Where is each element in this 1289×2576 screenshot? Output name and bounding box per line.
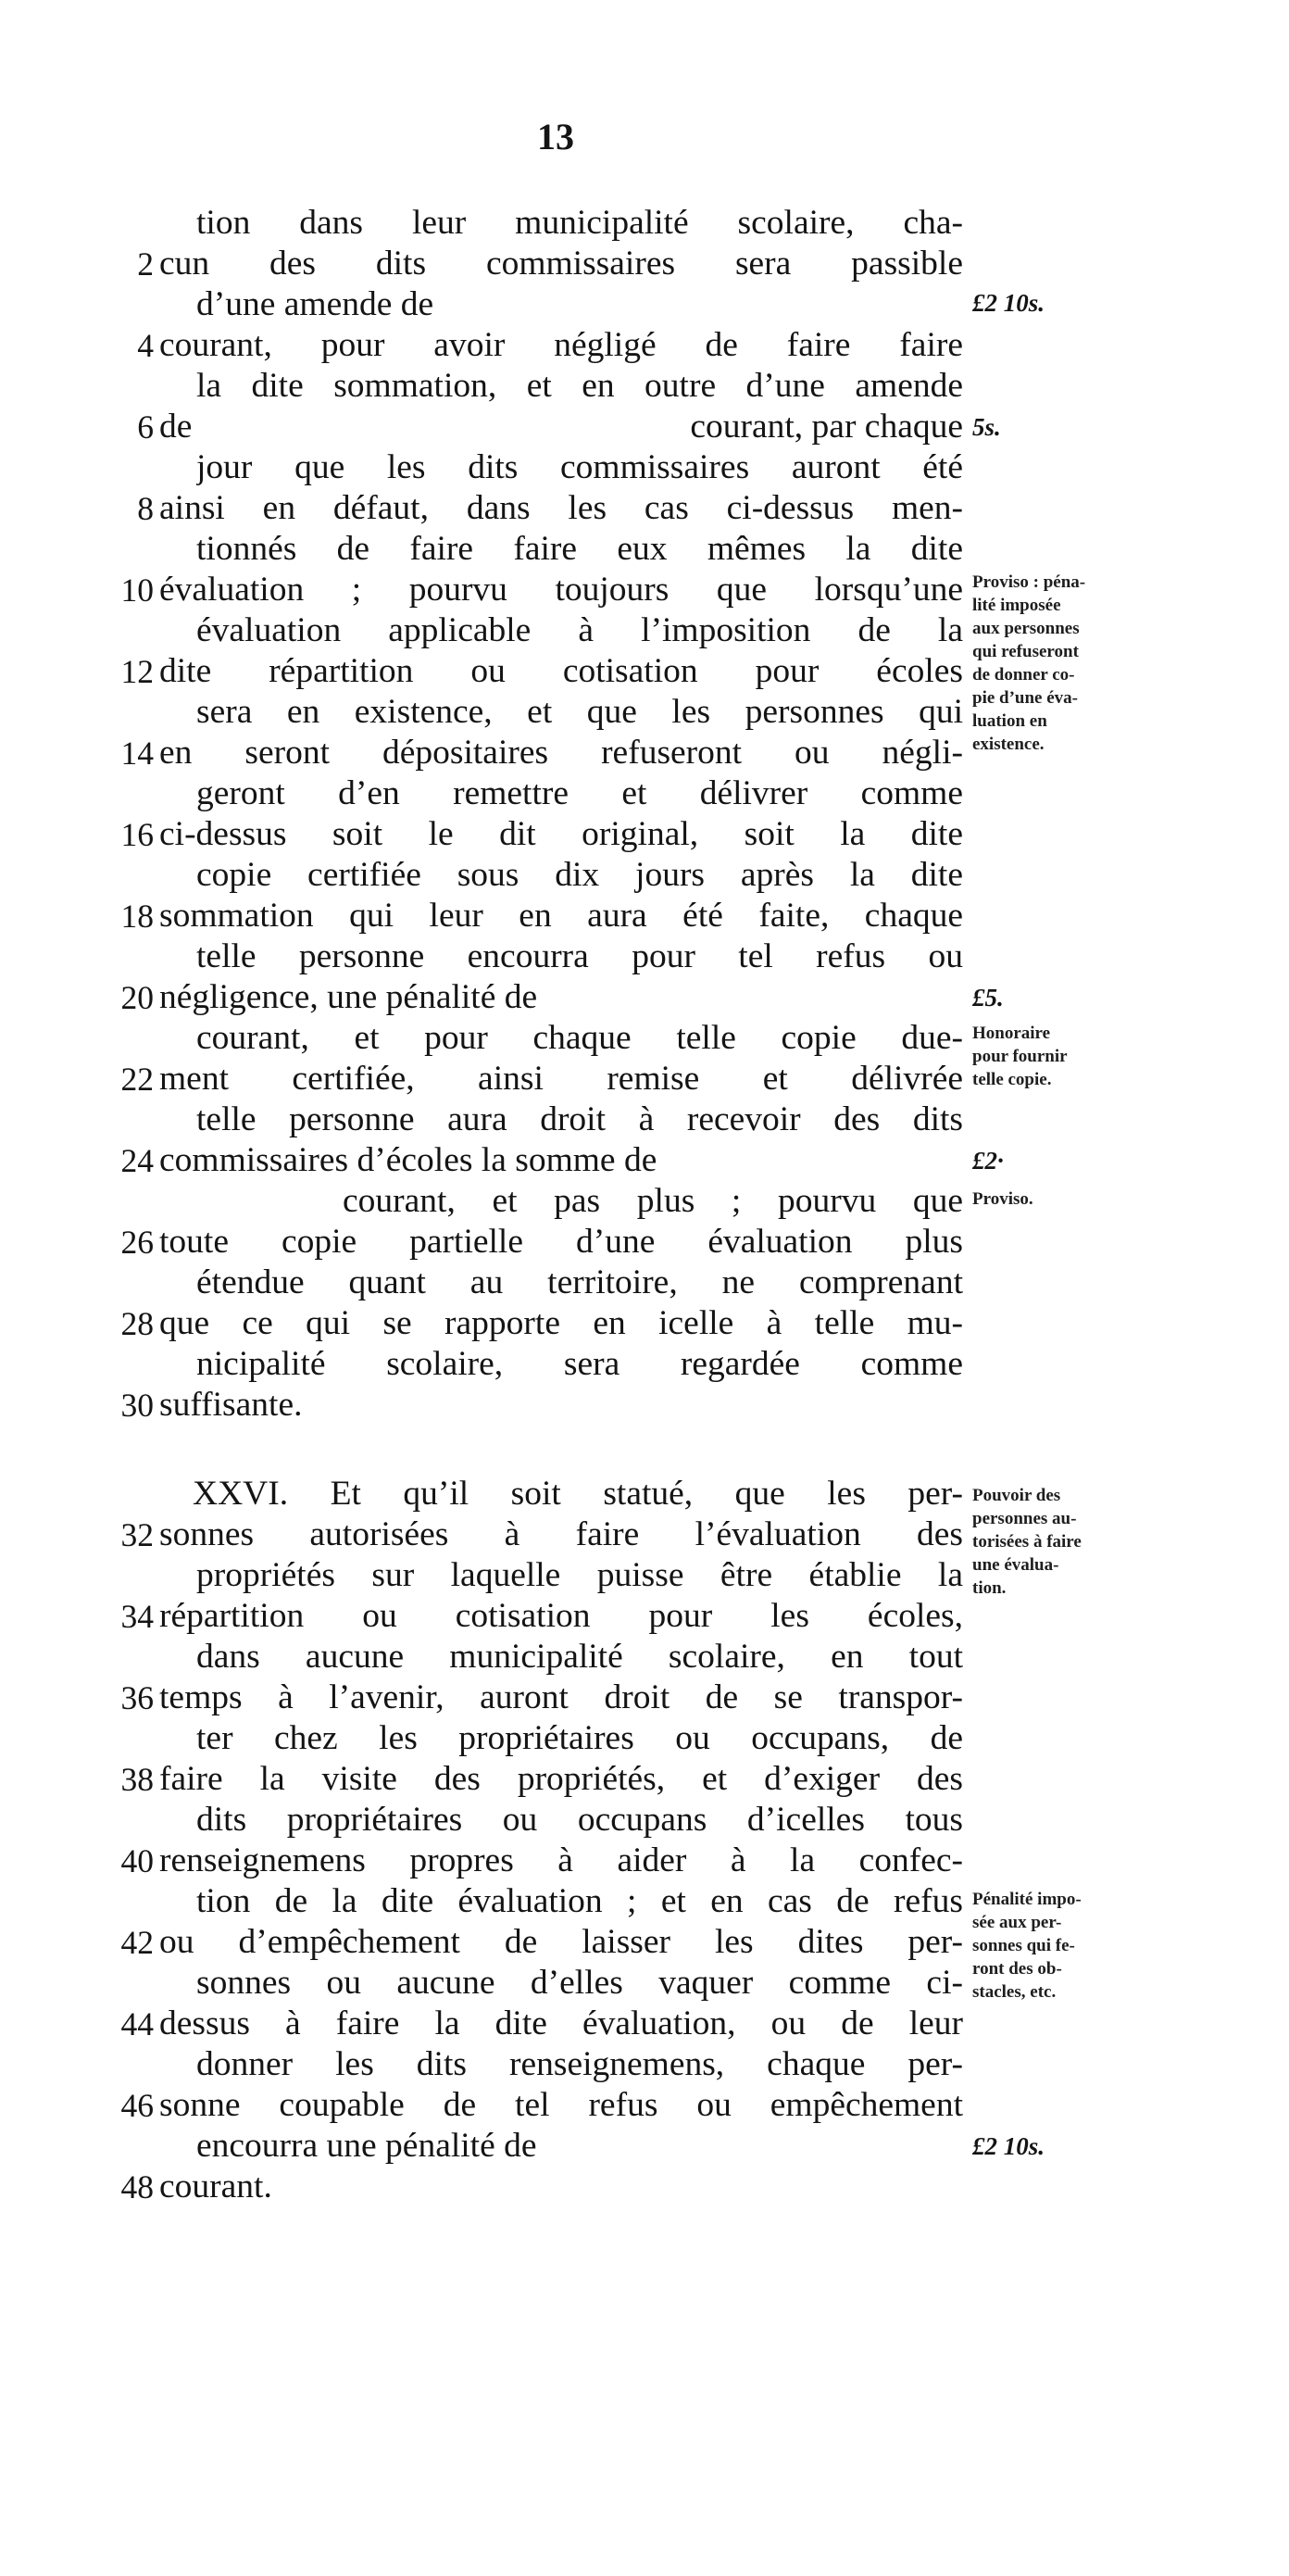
line-text: faire la visite des propriétés, et d’exiger des: [159, 1760, 963, 1798]
line-text: ainsi en défaut, dans les cas ci-dessus men-: [159, 489, 963, 527]
line-number: 42: [120, 1924, 154, 1961]
text-line: [0, 1263, 1289, 1303]
line-text: renseignemens propres à aider à la confec-: [159, 1841, 963, 1879]
margin-amount: £5.: [972, 984, 1004, 1012]
text-line: [0, 1596, 1289, 1637]
line-text: courant, et pour chaque telle copie due-: [196, 1019, 963, 1057]
text-line: [0, 2167, 1289, 2207]
line-number: 14: [120, 735, 154, 772]
line-number: 8: [137, 490, 154, 527]
text-line: [0, 2085, 1289, 2126]
line-text: évaluation ; pourvu toujours que lorsqu’une: [159, 571, 963, 609]
margin-note-proviso-penalty: Proviso : péna- lité imposée aux personnes qui refuseront de donner co- pie d’une éva- luation en existence.: [972, 572, 1086, 754]
text-line: [0, 1800, 1289, 1841]
line-text: dessus à faire la dite évaluation, ou de leur: [159, 2004, 963, 2042]
text-line: [0, 1303, 1289, 1344]
line-text: geront d’en remettre et délivrer comme: [196, 774, 963, 812]
line-text: dans aucune municipalité scolaire, en tout: [196, 1638, 963, 1676]
line-text: suffisante.: [159, 1386, 303, 1424]
line-text: ou d’empêchement de laisser les dites per-: [159, 1923, 963, 1961]
margin-note-penalty: Pénalité impo- sée aux per- sonnes qui fe- ront des ob- stacles, etc.: [972, 1890, 1082, 2002]
text-line: [0, 2004, 1289, 2044]
line-text: dits propriétaires ou occupans d’icelles tous: [196, 1801, 963, 1839]
line-text: ment certifiée, ainsi remise et délivrée: [159, 1060, 963, 1098]
text-line: [0, 855, 1289, 896]
line-text: telle personne aura droit à recevoir des dits: [196, 1100, 963, 1138]
line-text: encourra une pénalité de: [196, 2127, 537, 2165]
line-text: de: [159, 408, 193, 446]
text-line: [0, 529, 1289, 570]
text-line: [0, 203, 1289, 244]
line-number: 46: [120, 2087, 154, 2124]
line-text: courant.: [159, 2168, 272, 2205]
text-line: [0, 814, 1289, 855]
line-text: que ce qui se rapporte en icelle à telle mu-: [159, 1304, 963, 1342]
text-line: [0, 244, 1289, 284]
text-line: [0, 1222, 1289, 1263]
line-number: 38: [120, 1761, 154, 1798]
margin-amount: 5s.: [972, 413, 1001, 441]
line-text: d’une amende de: [196, 285, 434, 323]
line-number: 22: [120, 1061, 154, 1098]
line-number: 26: [120, 1224, 154, 1261]
page-number: 13: [537, 116, 574, 157]
text-line: [0, 896, 1289, 936]
line-number: 32: [120, 1516, 154, 1553]
line-number: 10: [120, 572, 154, 609]
line-text: courant, pour avoir négligé de faire faire: [159, 326, 963, 364]
line-text: répartition ou cotisation pour les écoles,: [159, 1597, 963, 1635]
text-line: [0, 2044, 1289, 2085]
line-text: étendue quant au territoire, ne comprenant: [196, 1263, 963, 1301]
line-number: 4: [137, 327, 154, 364]
line-text: toute copie partielle d’une évaluation plus: [159, 1223, 963, 1261]
line-number: 28: [120, 1305, 154, 1342]
line-text: sera en existence, et que les personnes qui: [196, 693, 963, 731]
text-line: [0, 936, 1289, 977]
margin-amount: £2 10s.: [972, 289, 1045, 317]
text-line: [0, 447, 1289, 488]
line-text: sonne coupable de tel refus ou empêchement: [159, 2086, 963, 2124]
line-text: jour que les dits commissaires auront été: [196, 448, 963, 486]
line-text: en seront dépositaires refuseront ou négli-: [159, 734, 963, 772]
line-text: tionnés de faire faire eux mêmes la dite: [196, 530, 963, 568]
line-text: ter chez les propriétaires ou occupans, de: [196, 1719, 963, 1757]
margin-note-proviso: Proviso.: [972, 1189, 1033, 1209]
line-text: dite répartition ou cotisation pour écoles: [159, 652, 963, 690]
margin-note-fee: Honoraire pour fournir telle copie.: [972, 1024, 1068, 1089]
line-number: 48: [120, 2168, 154, 2205]
line-number: 2: [137, 245, 154, 283]
line-text: sonnes autorisées à faire l’évaluation des: [159, 1515, 963, 1553]
line-text: commissaires d’écoles la somme de: [159, 1141, 657, 1179]
line-number: 24: [120, 1142, 154, 1179]
line-text: ci-dessus soit le dit original, soit la dite: [159, 815, 963, 853]
text-line: [0, 1637, 1289, 1678]
text-line: [0, 488, 1289, 529]
margin-amount: £2·: [972, 1147, 1004, 1175]
text-line: [0, 1100, 1289, 1140]
line-text: sonnes ou aucune d’elles vaquer comme ci-: [196, 1964, 963, 2002]
line-text: sommation qui leur en aura été faite, chaque: [159, 897, 963, 935]
line-text: temps à l’avenir, auront droit de se transpor-: [159, 1678, 963, 1716]
margin-note-power: Pouvoir des personnes au- torisées à faire une évalua- tion.: [972, 1486, 1082, 1598]
line-number: 12: [120, 653, 154, 690]
line-text: tion de la dite évaluation ; et en cas de refus: [196, 1882, 963, 1920]
text-line: [0, 1759, 1289, 1800]
text-line: [0, 1678, 1289, 1718]
text-line: [0, 1385, 1289, 1426]
line-text: la dite sommation, et en outre d’une amende: [196, 367, 963, 405]
line-number: 34: [120, 1598, 154, 1635]
line-text: tion dans leur municipalité scolaire, cha-: [196, 204, 963, 242]
text-line: [0, 773, 1289, 814]
line-text: nicipalité scolaire, sera regardée comme: [196, 1345, 963, 1383]
line-text: telle personne encourra pour tel refus ou: [196, 937, 963, 975]
margin-amount: £2 10s.: [972, 2132, 1045, 2160]
line-number: 6: [137, 408, 154, 446]
line-text: propriétés sur laquelle puisse être établie la: [196, 1556, 963, 1594]
line-text: donner les dits renseignemens, chaque per-: [196, 2045, 963, 2083]
line-text: évaluation applicable à l’imposition de la: [196, 611, 963, 649]
article-heading-line: XXVI. Et qu’il soit statué, que les per-: [193, 1475, 963, 1513]
text-line: [0, 1841, 1289, 1881]
line-number: 18: [120, 898, 154, 935]
line-number: 36: [120, 1679, 154, 1716]
text-line: [0, 1344, 1289, 1385]
text-line: [0, 325, 1289, 366]
line-number: 20: [120, 979, 154, 1016]
line-text: négligence, une pénalité de: [159, 978, 538, 1016]
line-text: cun des dits commissaires sera passible: [159, 245, 963, 283]
line-text: copie certifiée sous dix jours après la dite: [196, 856, 963, 894]
text-line: [0, 366, 1289, 407]
line-text: courant, par chaque: [690, 408, 963, 446]
line-text: courant, et pas plus ; pourvu que: [343, 1182, 963, 1220]
text-line: [0, 1718, 1289, 1759]
line-number: 40: [120, 1842, 154, 1879]
line-number: 16: [120, 816, 154, 853]
line-number: 44: [120, 2005, 154, 2042]
line-number: 30: [120, 1387, 154, 1424]
